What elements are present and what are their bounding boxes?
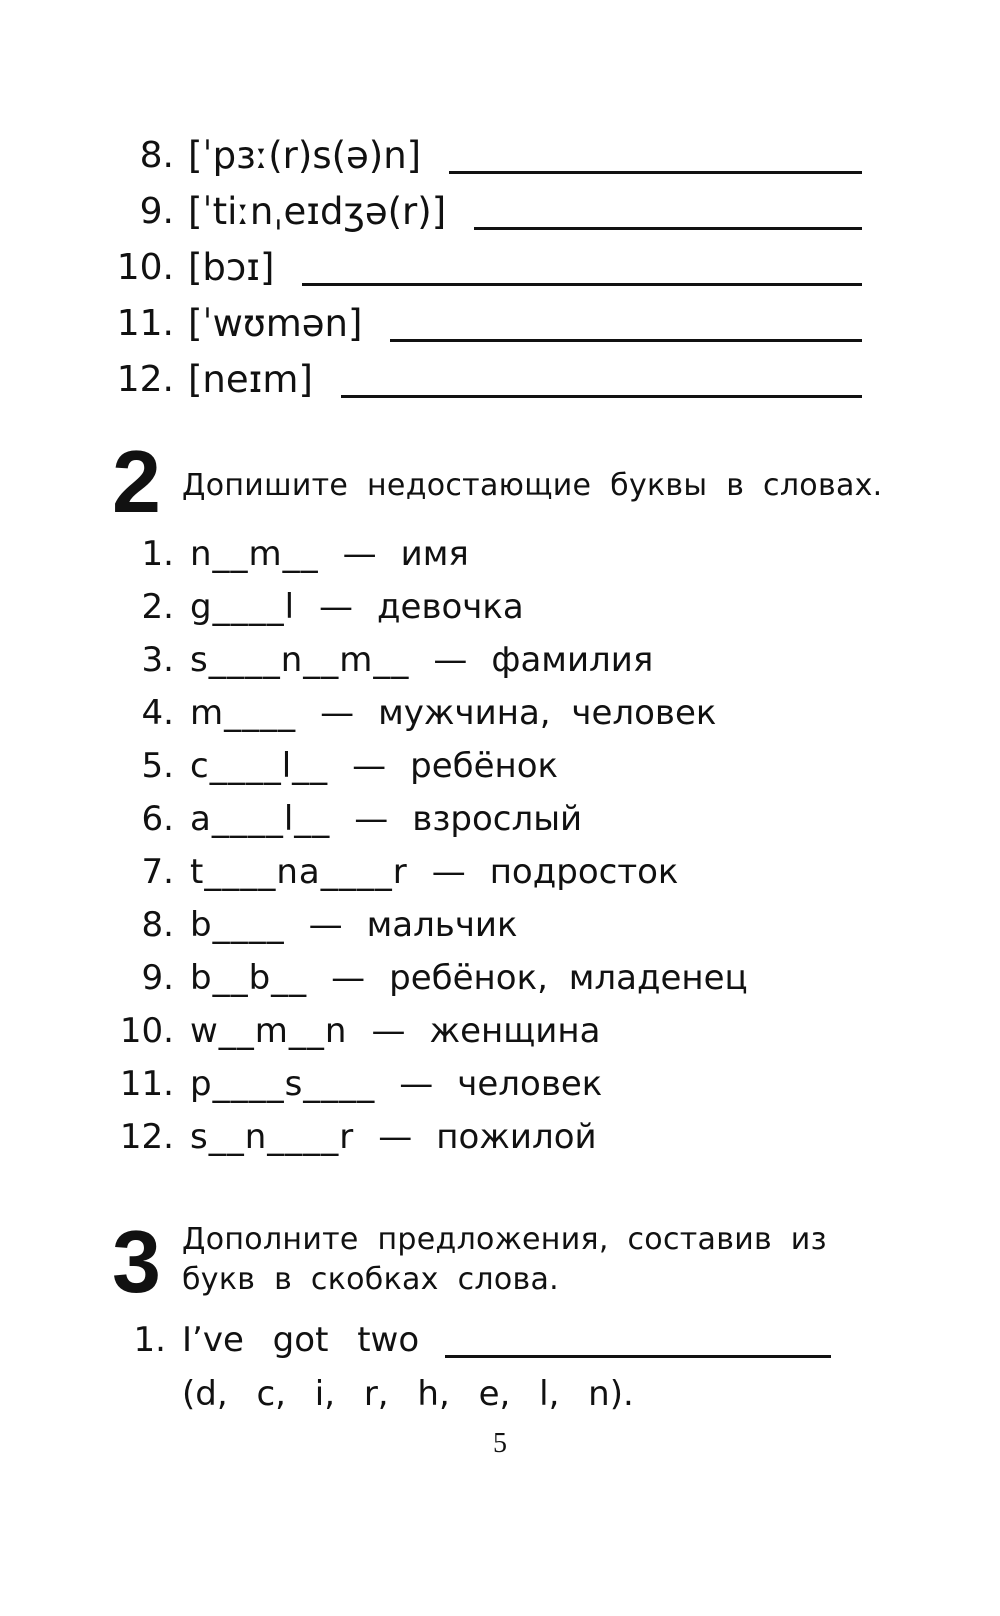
answer-line[interactable]: [449, 171, 862, 174]
scrambled-letters: (d, c, i, r, h, e, l, n).: [182, 1374, 634, 1414]
item-number: 1.: [141, 534, 174, 574]
translation: ребёнок, младенец: [389, 958, 748, 998]
translation: фамилия: [491, 640, 654, 680]
gapped-word[interactable]: b____: [190, 905, 285, 945]
dash: —: [331, 958, 366, 998]
dash: —: [320, 693, 355, 733]
gapped-word[interactable]: n__m__: [190, 534, 319, 574]
item-number: 1.: [133, 1320, 166, 1360]
exercise-row: [112, 579, 524, 629]
sentence-row: [112, 1318, 831, 1362]
exercise-row: [112, 1003, 600, 1053]
task-instruction: [182, 1220, 827, 1300]
answer-line[interactable]: [474, 227, 862, 230]
dash: —: [354, 799, 389, 839]
dash: —: [308, 905, 343, 945]
gapped-word[interactable]: m____: [190, 693, 297, 733]
ipa-transcription: [ˈwʊmən]: [188, 302, 363, 345]
dash: —: [399, 1064, 434, 1104]
transcription-row: [112, 178, 862, 234]
dash: —: [378, 1117, 413, 1157]
item-number: 5.: [141, 746, 174, 786]
exercise-row: [112, 897, 518, 947]
item-number: 2.: [141, 587, 174, 627]
item-number: 7.: [141, 852, 174, 892]
translation: мальчик: [366, 905, 518, 945]
dash: —: [342, 534, 377, 574]
item-number: 9.: [141, 958, 174, 998]
dash: —: [352, 746, 387, 786]
ipa-transcription: [ˈpɜː(r)s(ə)n]: [188, 134, 422, 177]
exercise-row: [112, 844, 678, 894]
translation: взрослый: [412, 799, 583, 839]
translation: девочка: [377, 587, 524, 627]
dash: —: [433, 640, 468, 680]
item-number: 10.: [116, 247, 174, 288]
gapped-word[interactable]: s__n____r: [190, 1117, 355, 1157]
gapped-word[interactable]: g____l: [190, 587, 296, 627]
exercise-row: [112, 1109, 597, 1159]
ipa-transcription: [ˈtiːnˌeɪdʒə(r)]: [188, 190, 447, 233]
letters-row: [182, 1372, 634, 1416]
answer-line[interactable]: [390, 339, 862, 342]
translation: женщина: [429, 1011, 601, 1051]
item-number: 6.: [141, 799, 174, 839]
exercise-row: [112, 685, 716, 735]
task-number: 2: [112, 432, 161, 531]
transcription-row: [112, 234, 862, 290]
translation: человек: [457, 1064, 603, 1104]
ipa-transcription: [neɪm]: [188, 358, 313, 401]
instruction-line: Дополните предложения, составив из: [182, 1222, 827, 1257]
sentence-text: I’ve got two: [182, 1320, 420, 1360]
exercise-row: [112, 632, 653, 682]
exercise-row: [112, 526, 469, 576]
translation: подросток: [489, 852, 679, 892]
translation: ребёнок: [410, 746, 559, 786]
exercise-row: [112, 791, 582, 841]
transcription-row: [112, 346, 862, 402]
item-number: 8.: [139, 135, 174, 176]
task-instruction: Допишите недостающие буквы в словах.: [182, 468, 883, 503]
task-3-heading: [112, 1212, 827, 1311]
gapped-word[interactable]: t____na____r: [190, 852, 408, 892]
dash: —: [371, 1011, 406, 1051]
ipa-transcription: [bɔɪ]: [188, 246, 275, 289]
exercise-row: [112, 950, 748, 1000]
item-number: 12.: [116, 359, 174, 400]
transcription-row: [112, 122, 862, 178]
item-number: 12.: [119, 1117, 174, 1157]
gapped-word[interactable]: b__b__: [190, 958, 308, 998]
answer-line[interactable]: [302, 283, 862, 286]
gapped-word[interactable]: s____n__m__: [190, 640, 410, 680]
item-number: 8.: [141, 905, 174, 945]
answer-line[interactable]: [445, 1355, 831, 1358]
translation: имя: [400, 534, 469, 574]
item-number: 11.: [119, 1064, 174, 1104]
gapped-word[interactable]: w__m__n: [190, 1011, 348, 1051]
item-number: 4.: [141, 693, 174, 733]
translation: пожилой: [436, 1117, 597, 1157]
dash: —: [431, 852, 466, 892]
translation: мужчина, человек: [378, 693, 717, 733]
instruction-line: букв в скобках слова.: [182, 1262, 559, 1297]
item-number: 9.: [139, 191, 174, 232]
item-number: 11.: [116, 303, 174, 344]
gapped-word[interactable]: a____l__: [190, 799, 331, 839]
task-2-heading: [112, 432, 883, 531]
answer-line[interactable]: [341, 395, 862, 398]
item-number: 10.: [119, 1011, 174, 1051]
dash: —: [319, 587, 354, 627]
page-number: 5: [493, 1428, 507, 1459]
exercise-row: [112, 738, 558, 788]
item-number: 3.: [141, 640, 174, 680]
gapped-word[interactable]: p____s____: [190, 1064, 376, 1104]
transcription-row: [112, 290, 862, 346]
task-number: 3: [112, 1212, 161, 1311]
gapped-word[interactable]: c____l__: [190, 746, 329, 786]
exercise-row: [112, 1056, 602, 1106]
